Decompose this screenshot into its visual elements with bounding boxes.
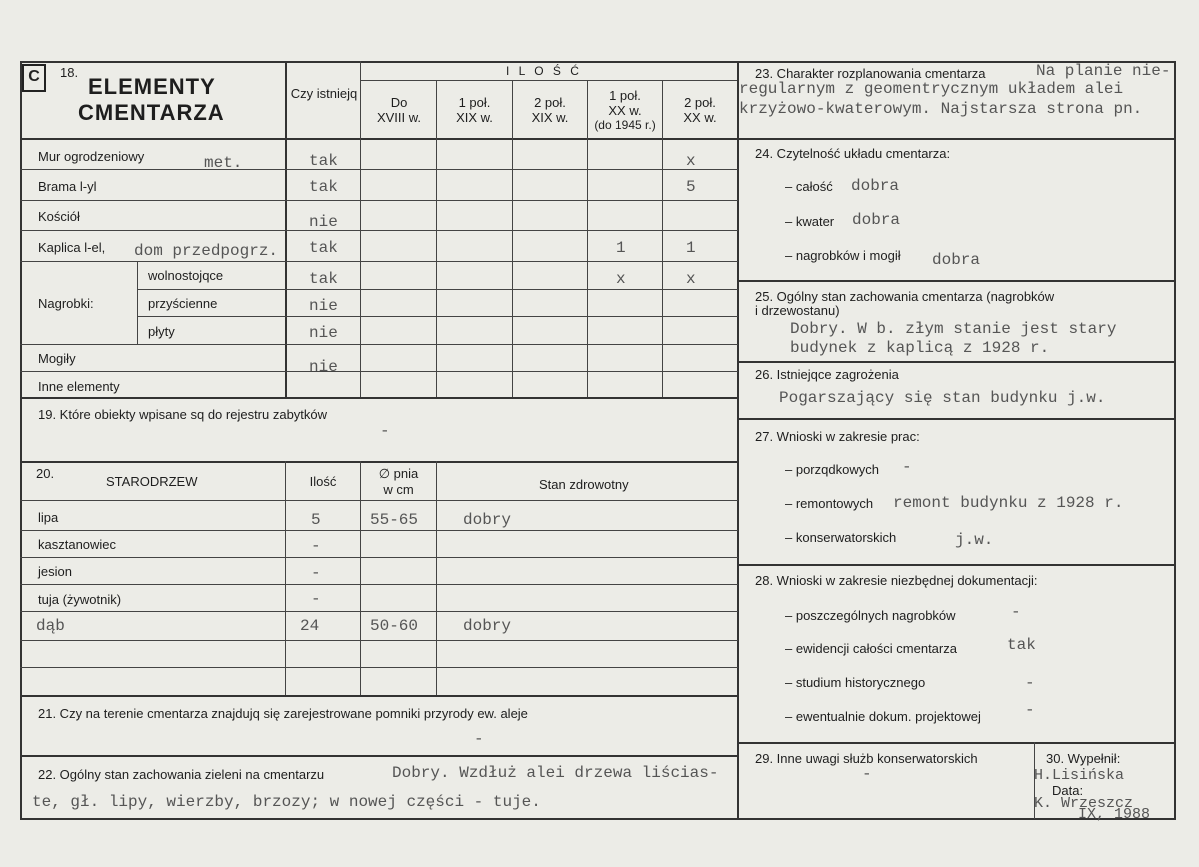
s27-item-label: – remontowych bbox=[785, 496, 874, 511]
tree-pnia: 50-60 bbox=[370, 617, 419, 635]
s25-top bbox=[738, 280, 1175, 282]
tree-name: dąb bbox=[36, 617, 65, 635]
s24-item-label: – całość bbox=[785, 179, 833, 194]
s24-label: 24. Czytelność układu cmentarza: bbox=[755, 146, 951, 161]
tree-row-line bbox=[20, 640, 738, 641]
row-line bbox=[20, 200, 738, 201]
s18-header-bottom bbox=[20, 138, 738, 140]
s25-label-l2: i drzewostanu) bbox=[755, 303, 840, 318]
row-line bbox=[20, 169, 738, 170]
s21-value: - bbox=[474, 730, 484, 748]
nagrobki-sub-xx1: x bbox=[616, 270, 626, 288]
s23-label: 23. Charakter rozplanowania cmentarza bbox=[755, 66, 986, 81]
tree-stan: dobry bbox=[463, 511, 512, 529]
s20-number: 20. bbox=[36, 466, 55, 481]
s24-top bbox=[738, 138, 1175, 140]
s28-item-value: tak bbox=[1007, 636, 1036, 654]
tree-name: tuja (żywotnik) bbox=[38, 592, 122, 607]
row-extra-kaplica: dom przedpogrz. bbox=[134, 242, 279, 260]
row-line bbox=[20, 344, 738, 345]
nagrobki-label: Nagrobki: bbox=[38, 296, 94, 311]
row-line bbox=[20, 230, 738, 231]
s26-label: 26. Istniejqce zagrożenia bbox=[755, 367, 899, 382]
s25-label-l1: 25. Ogólny stan zachowania cmentarza (nagrobków bbox=[755, 289, 1055, 304]
s28-item-value: - bbox=[1025, 674, 1035, 692]
tree-ilosc: - bbox=[311, 537, 321, 555]
nagrobki-sub-czy: nie bbox=[309, 297, 338, 315]
s28-label: 28. Wnioski w zakresie niezbędnej dokumentacji: bbox=[755, 573, 1038, 588]
s18-title-line1: ELEMENTY bbox=[88, 74, 216, 99]
s27-item-label: – porzqdkowych bbox=[785, 462, 879, 477]
tree-ilosc: - bbox=[311, 590, 321, 608]
frame-right bbox=[1174, 61, 1176, 820]
s19-value: - bbox=[380, 422, 390, 440]
s25-value-l1: Dobry. W b. złym stanie jest stary bbox=[790, 320, 1117, 338]
frame-top bbox=[20, 61, 1176, 63]
s30-name2: K. Wrzeszcz bbox=[1034, 795, 1134, 812]
s20-title: STARODRZEW bbox=[106, 474, 198, 489]
s21-top bbox=[20, 695, 738, 697]
tree-name: lipa bbox=[38, 510, 59, 525]
s28-item-label: – studium historycznego bbox=[785, 675, 926, 690]
s18-title-line2: CMENTARZA bbox=[78, 100, 225, 125]
nagrobki-sub-czy: nie bbox=[309, 324, 338, 342]
col-1xix-l2: XIX w. bbox=[456, 110, 493, 125]
mogily-label: Mogiły bbox=[38, 351, 76, 366]
s29-value: - bbox=[862, 765, 872, 783]
s27-label: 27. Wnioski w zakresie prac: bbox=[755, 429, 920, 444]
row-line bbox=[20, 261, 738, 262]
s20-col-ilosc: Ilość bbox=[309, 474, 337, 489]
s28-top bbox=[738, 564, 1175, 566]
tree-ilosc: 5 bbox=[311, 511, 321, 529]
frame-left bbox=[20, 61, 22, 820]
row-label-mur: Mur ogrodzeniowy bbox=[38, 149, 145, 164]
row-label-kaplica: Kaplica l-el, bbox=[38, 240, 106, 255]
s27-item-value: j.w. bbox=[955, 531, 994, 549]
col-xviii-l2: XVIII w. bbox=[376, 110, 422, 125]
s24-item-label: – kwater bbox=[785, 214, 835, 229]
s22-value-l2: te, gł. lipy, wierzby, brzozy; w nowej części - tuje. bbox=[32, 793, 541, 811]
nagrobki-sub-czy: tak bbox=[309, 270, 338, 288]
s27-item-value: - bbox=[902, 458, 912, 476]
row-label-kosciol: Kościół bbox=[38, 209, 80, 224]
s27-item-value: remont budynku z 1928 r. bbox=[893, 494, 1124, 512]
s26-value: Pogarszający się stan budynku j.w. bbox=[779, 389, 1106, 407]
col-1xix-l1: 1 poł. bbox=[458, 95, 491, 110]
frame-bottom bbox=[20, 818, 1176, 820]
col-2xx-l1: 2 poł. bbox=[684, 95, 716, 110]
s22-label: 22. Ogólny stan zachowania zieleni na cmentarzu bbox=[38, 767, 325, 782]
tree-ilosc: 24 bbox=[300, 617, 320, 635]
s20-col-divider bbox=[285, 461, 286, 695]
row-xx2-brama: 5 bbox=[686, 178, 696, 196]
tree-row-line bbox=[20, 557, 738, 558]
s24-item-value: dobra bbox=[932, 251, 981, 269]
s20-col-pnia-l2: w cm bbox=[383, 482, 414, 497]
nagrobki-sub-label: płyty bbox=[148, 324, 175, 339]
s20-top bbox=[20, 461, 738, 463]
s23-value-l1: Na planie nie- bbox=[1036, 62, 1171, 80]
col-1xx-l2: XX w. bbox=[608, 103, 642, 118]
nagrobki-sub-xx2: x bbox=[686, 270, 696, 288]
tree-ilosc: - bbox=[311, 564, 321, 582]
s27-item-label: – konserwatorskich bbox=[785, 530, 897, 545]
tree-row-line bbox=[20, 667, 738, 668]
col-czy-istnieje: Czy istniejq bbox=[290, 86, 358, 101]
s28-item-label: – ewidencji całości cmentarza bbox=[785, 641, 957, 656]
col-1xx-l1: 1 poł. bbox=[609, 88, 641, 103]
frame-middle bbox=[737, 61, 739, 820]
col-2xix-l2: XIX w. bbox=[531, 110, 569, 125]
row-line bbox=[137, 316, 738, 317]
s20-col-pnia-l1: ∅ pnia bbox=[378, 466, 419, 481]
s19-label: 19. Które obiekty wpisane sq do rejestru zabytków bbox=[38, 407, 328, 422]
mogily-czy: nie bbox=[309, 358, 338, 376]
s30-name1: H.Lisińska bbox=[1034, 767, 1125, 784]
row-line bbox=[137, 289, 738, 290]
s26-top bbox=[738, 361, 1175, 363]
col-1xx-l3: (do 1945 r.) bbox=[594, 118, 656, 132]
s29-label: 29. Inne uwagi służb konserwatorskich bbox=[755, 751, 978, 766]
row-label-brama: Brama l-yl bbox=[38, 179, 97, 194]
s24-item-value: dobra bbox=[851, 177, 900, 195]
s20-col-stan: Stan zdrowotny bbox=[539, 477, 629, 492]
s24-item-value: dobra bbox=[852, 211, 901, 229]
row-line bbox=[20, 371, 738, 372]
s19-top bbox=[20, 397, 738, 399]
tree-name: jesion bbox=[38, 564, 72, 579]
row-xx1-kaplica: 1 bbox=[616, 239, 626, 257]
s29-top bbox=[738, 742, 1175, 744]
tree-name: kasztanowiec bbox=[38, 537, 117, 552]
s22-value-l1: Dobry. Wzdłuż alei drzewa liścias- bbox=[392, 764, 719, 782]
section-letter-box: C bbox=[22, 64, 46, 92]
s18-col-divider bbox=[436, 80, 437, 398]
s27-top bbox=[738, 418, 1175, 420]
nagrobki-divider bbox=[137, 261, 138, 344]
s24-item-label: – nagrobków i mogił bbox=[785, 248, 901, 263]
s28-item-value: - bbox=[1025, 701, 1035, 719]
row-xx2-mur: x bbox=[686, 152, 696, 170]
s28-item-label: – ewentualnie dokum. projektowej bbox=[785, 709, 981, 724]
s23-value-l2: regularnym z geomentrycznym układem alei bbox=[739, 80, 1124, 98]
tree-row-line bbox=[20, 584, 738, 585]
s30-data-label: Data: bbox=[1052, 783, 1084, 798]
row-czy-kosciol: nie bbox=[309, 213, 338, 231]
col-2xx-l2: XX w. bbox=[683, 110, 717, 125]
s20-header-bottom bbox=[20, 500, 738, 501]
nagrobki-sub-label: wolnostojqce bbox=[148, 268, 224, 283]
s18-number: 18. bbox=[60, 65, 79, 80]
tree-stan: dobry bbox=[463, 617, 512, 635]
s30-date: IX, 1988 bbox=[1078, 806, 1151, 823]
tree-row-line bbox=[20, 530, 738, 531]
col-ilosc-header: I L O Ś Ć bbox=[506, 64, 582, 78]
tree-pnia: 55-65 bbox=[370, 511, 419, 529]
s21-label: 21. Czy na terenie cmentarza znajdujq się zarejestrowane pomniki przyrody ew. aleje bbox=[38, 706, 528, 721]
row-czy-mur: tak bbox=[309, 152, 338, 170]
col-xviii-l1: Do bbox=[390, 95, 408, 110]
nagrobki-sub-label: przyścienne bbox=[148, 296, 218, 311]
row-czy-kaplica: tak bbox=[309, 239, 338, 257]
row-extra-mur: met. bbox=[204, 154, 243, 172]
s30-label: 30. Wypełnił: bbox=[1046, 751, 1121, 766]
inne-label: Inne elementy bbox=[38, 379, 120, 394]
s28-item-label: – poszczególnych nagrobków bbox=[785, 608, 956, 623]
s25-value-l2: budynek z kaplicą z 1928 r. bbox=[790, 339, 1050, 357]
row-xx2-kaplica: 1 bbox=[686, 239, 696, 257]
s20-col-divider bbox=[436, 461, 437, 695]
row-czy-brama: tak bbox=[309, 178, 338, 196]
s22-top bbox=[20, 755, 738, 757]
tree-row-line bbox=[20, 611, 738, 612]
s28-item-value: - bbox=[1011, 603, 1021, 621]
s18-col-divider bbox=[512, 80, 513, 398]
ilosc-underline bbox=[361, 80, 737, 81]
col-2xix-l1: 2 poł. bbox=[534, 95, 566, 110]
s23-value-l3: krzyżowo-kwaterowym. Najstarsza strona pn. bbox=[739, 100, 1143, 118]
